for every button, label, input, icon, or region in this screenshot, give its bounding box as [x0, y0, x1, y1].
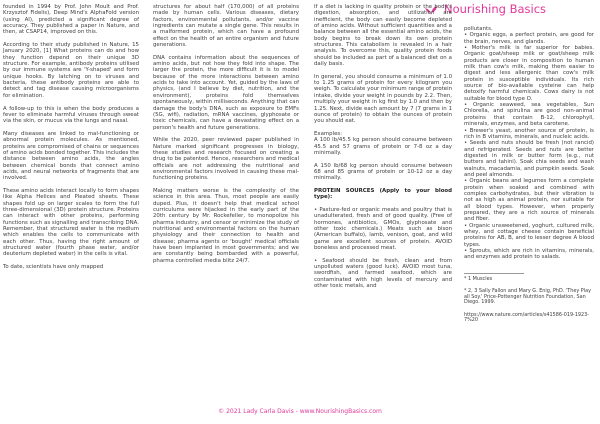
- paragraph: According to their study published in Nature, 15 January 2020, [1] What proteins can do and how they function depend on their unique 3D structure. For example, antibody proteins utilised by our immune systems are 'Y-shaped' and form unique hooks. By latching on to viruses and bacteria, these antibody proteins are able to detect and tag disease causing microorganisms for elimination.: [3, 42, 139, 99]
- text-column-3: [314, 4, 452, 296]
- bullet-paragraph: • Mother's milk is far superior for babies. Organic goat/sheep milk or goat/sheep milk products are closer in composition to human milk than cow's milk, making them easier to digest and less allergenic than cow's milk protein in susceptible individuals. Its rich source of bio-available cysteine can help detoxify harmful chemicals. Cows dairy is not suitable for blood type O.: [464, 45, 594, 102]
- paragraph: DNA contains information about the sequences of amino acids, but not how they fold into shape. The larger the protein, the more difficult it is to model because of the more interactions between amino acids to take into account. Yet, guided by the laws of physics, (and I believe by diet, nutrition, and the environment), proteins fold themselves spontaneously, within milliseconds. Anything that can damage the body's DNA, such as exposure to EMFs (5G, wifi), radiation, mRNA vaccines, glyphosate or toxic chemicals, can have a devastating effect on a person's health and future generations.: [153, 54, 299, 131]
- bullet-paragraph: • Organic beans and legumes form a complete protein when soaked and combined with complex carbohydrates, but their vibration is not as high as animal protein, nor suitable for all blood types. However, when properly prepared, they are a rich source of minerals and fiber.: [464, 178, 594, 223]
- paragraph: While the 2020, peer reviewed paper published in Nature marked significant progresses in biology, these studies and research focused on creating a drug to be patented. Hence, researchers and medical officials are not addressing the nutritional and environmental factors involved in causing these mal-functioning proteins.: [153, 137, 299, 182]
- paragraph: Many diseases are linked to mal-functioning or abnormal protein molecules. As mentioned, proteins are compromised of chains or sequences of amino acids bonded together. This includes the distance between amino acids, the angles between chemical bonds that connect amino acids, and neural networks of fragments that are involved.: [3, 130, 139, 182]
- bullet-paragraph: • Brewer's yeast, another source of protein, is rich in B vitamins, minerals, and nucleic acids.: [464, 127, 594, 140]
- brand-name[interactable]: Nourishing Basics: [444, 2, 547, 16]
- footnote: * 2, 3 Sally Fallon and Mary G. Enig, PhD. 'They Play all Soy.' Price-Pottenger Nutrition Foundation, San Diego. 1999.: [464, 287, 591, 306]
- bullet-paragraph: • Pasture-fed or organic meats and poultry that is unadulterated, fresh and of good quality. (Free of hormones, antibiotics, GMOs, glyphosate and other toxic chemicals.) Meats such as bison (American buffalo), lamb, venison, goat, and wild game are excellent sources of protein. AVOID boneless and processed meat.: [314, 207, 452, 252]
- page-footer: © 2021 Lady Carla Davis - www.NourishingBasics.com: [218, 408, 382, 415]
- bullet-paragraph: • Sprouts, which are rich in vitamins, minerals, and enzymes add protein to salads.: [464, 248, 594, 261]
- section-heading: PROTEIN SOURCES (Apply to your blood type):: [314, 187, 452, 201]
- paragraph: pollutants.: [464, 26, 493, 32]
- paragraph: A 100 lb/45.5 kg person should consume between 45.5 and 57 grams of protein or 7-8 oz a day minimally.: [314, 137, 452, 156]
- paragraph: In general, you should consume a minimum of 1.0 to 1.25 grams of protein for every kilogram you weigh. To calculate your minimum range of protein intake, divide your weight in pounds by 2.2. Then, multiply your weight in kg first by 1.0 and then by 1.25. Next, divide each amount by 7 (7 grams in 1 ounce of protein) to obtain the ounces of protein you should eat.: [314, 73, 452, 125]
- examples-label: Examples:: [314, 130, 343, 137]
- bullet-paragraph: • Seafood should be fresh, clean and from unpolluted waters (good luck). AVOID most tuna, swordfish, and farmed seafood, which are contaminated with high levels of mercury and other toxic metals, and: [314, 257, 452, 290]
- text-column-4: [464, 26, 594, 331]
- paragraph: founded in 1994 by Prof. John Moult and Prof. Krzysztof Fidelis), Deep Mind's AlphaFold version (using AI), predicted a significant degree of accuracy. They published a paper in Nature, and then, at CSAP14, improved on this.: [3, 4, 139, 36]
- bullet-paragraph: • Seeds and nuts should be fresh (not rancid) and refrigerated. Seeds and nuts are better digested in milk or butter form (e.g., nut butters and tahini). Soak chia seeds and wash walnuts, macadamia, and pumpkin seeds. Soak and peel almonds.: [464, 140, 594, 178]
- bullet-paragraph: • Organic seaweed, sea vegetables, Sun Chlorella, and spirulina are good non-animal proteins that contain B-12, chlorophyll, minerals, enzymes, and beta carotene.: [464, 102, 594, 128]
- paragraph: To date, scientists have only mapped: [3, 264, 104, 271]
- paragraph: If a diet is lacking in quality protein or the body's digestion, absorption, and utilization are inefficient, the body can easily become depleted of amino acids. Without sufficient quantities and a balance between all the essential amino acids, the body begins to break down its own protein structures. This catabolism is revealed in a hair analysis. To overcome this, quality protein foods should be included as part of a balanced diet on a daily basis.: [314, 4, 452, 68]
- bullet-paragraph: • Organic eggs, a perfect protein, are good for the brain, nerves, and glands.: [464, 32, 594, 45]
- footnote: * 1 Muscles: [464, 275, 493, 282]
- paragraph: These amino acids interact locally to form shapes like Alpha Helices and Pleated sheets. These shapes fold up on larger scales to form the full three-dimensional (3D) protein structure. Proteins can interact with other proteins, performing functions such as signalling and transcribing DNA. Remember, that structured water is the medium which enables the cells to communicate with each other. Thus, having the right amount of structured water (fourth phase water, and/or deuterium depleted water) in the cells is vital.: [3, 187, 139, 258]
- footnote-divider: [464, 273, 524, 274]
- footnote-link[interactable]: https://www.nature.com/articles/s41586-019-1923-7%20: [464, 311, 590, 324]
- bullet-paragraph: • Organic unsweetened, yoghurt, cultured milk, whey, and cottage cheese contain beneficial proteins for AB, B, and to lesser degree A blood types.: [464, 222, 594, 248]
- paragraph: Making matters worse is the complexity of the science in this area. Thus, most people are easily duped. Plus, it doesn't help that medical school curriculums were hijacked in the early part of the 20th century by Mr. Rockefeller, to monopolize his pharma industry, and censor or minimize the study of nutritional and environmental factors on the human physiology and their connection to health and disease; pharma agents or 'bought' medical officials have been implanted in most governments; and we are constantly being bombarded with a powerful, pharma controlled media blitz 24/7.: [153, 187, 299, 264]
- text-column-1: [3, 4, 139, 277]
- paragraph: A follow-up to this is when the body produces a fever to eliminate harmful viruses through sweat via the skin, or mucus via the lungs and nasal.: [3, 105, 139, 125]
- paragraph: A 150 lb/68 kg person should consume between 68 and 85 grams of protein or 10-12 oz a day minimally.: [314, 162, 452, 182]
- text-column-2: [153, 4, 299, 270]
- paragraph: structures for about half (170,000) of all proteins made by human cells. Various diseases, dietary factors, environmental pollutants, and/or vaccine ingredients can mutate a single gene. This results in a malformed protein, which can have a profound effect on the health of an entire organism and future generations.: [153, 4, 299, 49]
